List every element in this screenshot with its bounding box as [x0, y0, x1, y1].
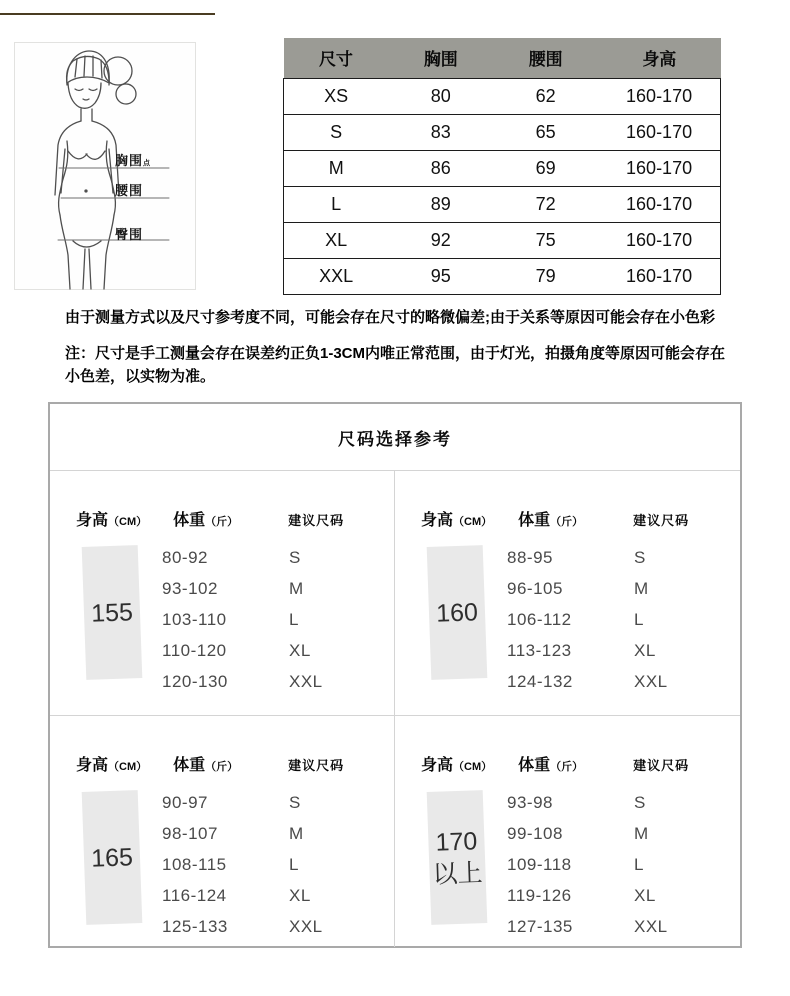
height-header: 身高: [76, 757, 109, 774]
quadrant-170-plus: [395, 716, 740, 947]
cell-bust: 86: [388, 150, 493, 186]
cell-waist: 62: [493, 78, 598, 114]
hip-label: 臀围: [115, 227, 144, 242]
table-row: [284, 78, 721, 114]
cell-bust: 80: [388, 78, 493, 114]
col-header-height: 身高: [598, 38, 720, 78]
disclaimer-line-1: 由于测量方式以及尺寸参考度不同，可能会存在尺寸的略微偏差;由于关系等原因可能会存在小色彩: [65, 309, 715, 326]
cell-waist: 79: [493, 258, 598, 294]
quadrant-160: [395, 471, 740, 716]
height-value-cell: 165: [82, 790, 143, 925]
suggested-sizes: S M L XL XXL: [289, 548, 323, 691]
cell-bust: 95: [388, 258, 493, 294]
cell-size: XS: [284, 78, 389, 114]
cell-size: XL: [284, 222, 389, 258]
col-header-bust: 胸围: [388, 38, 493, 78]
weight-ranges: 88-95 96-105 106-112 113-123 124-132: [507, 548, 573, 691]
height-header: 身高: [421, 512, 454, 529]
cell-bust: 89: [388, 186, 493, 222]
top-accent-line: [0, 13, 215, 15]
size-reference-box: [48, 402, 742, 948]
quadrant-header: 身高 （CM） 体重 （斤） 建议尺码: [421, 752, 740, 775]
quadrant-header: 身高 （CM） 体重 （斤） 建议尺码: [76, 752, 394, 775]
cell-height: 160-170: [598, 186, 720, 222]
quadrant-155: [50, 471, 395, 716]
cell-height: 160-170: [598, 114, 720, 150]
weight-header: 体重: [173, 512, 206, 529]
suggested-size-header: 建议尺码: [288, 513, 345, 528]
cell-height: 160-170: [598, 258, 720, 294]
size-table-header: [284, 38, 721, 78]
suggested-size-header: 建议尺码: [633, 758, 690, 773]
weight-ranges: 90-97 98-107 108-115 116-124 125-133: [162, 793, 228, 936]
table-row: [284, 222, 721, 258]
table-row: [284, 114, 721, 150]
quadrant-header: 身高 （CM） 体重 （斤） 建议尺码: [421, 507, 740, 530]
cell-bust: 92: [388, 222, 493, 258]
col-header-waist: 腰围: [493, 38, 598, 78]
cell-waist: 72: [493, 186, 598, 222]
cell-size: M: [284, 150, 389, 186]
suggested-size-header: 建议尺码: [633, 513, 690, 528]
body-outline-illustration: [15, 43, 197, 291]
height-value-cell: 170 以上: [427, 790, 488, 925]
height-header: 身高: [76, 512, 109, 529]
weight-header: 体重: [173, 757, 206, 774]
height-value-cell: 155: [82, 545, 143, 680]
weight-header: 体重: [518, 512, 551, 529]
reference-grid: [50, 470, 740, 948]
disclaimer-line-2: 注：尺寸是手工测量会存在误差约正负1-3CM内唯正常范围，由于灯光，拍摄角度等原因可能会存在小色差，以实物为准。: [65, 345, 726, 385]
cell-size: L: [284, 186, 389, 222]
weight-ranges: 80-92 93-102 103-110 110-120 120-130: [162, 548, 228, 691]
suggested-sizes: S M L XL XXL: [634, 793, 668, 936]
height-value-cell: 160: [427, 545, 488, 680]
weight-header: 体重: [518, 757, 551, 774]
waist-label: 腰围: [115, 183, 144, 198]
weight-ranges: 93-98 99-108 109-118 119-126 127-135: [507, 793, 573, 936]
height-header: 身高: [421, 757, 454, 774]
table-row: [284, 186, 721, 222]
table-row: [284, 150, 721, 186]
cell-waist: 69: [493, 150, 598, 186]
bust-label: 胸围点: [115, 153, 152, 168]
suggested-sizes: S M L XL XXL: [634, 548, 668, 691]
suggested-size-header: 建议尺码: [288, 758, 345, 773]
disclaimer-text: [65, 306, 739, 388]
quadrant-165: [50, 716, 395, 947]
bust-mark: 点: [143, 160, 152, 167]
col-header-size: 尺寸: [284, 38, 389, 78]
cell-bust: 83: [388, 114, 493, 150]
table-row: [284, 258, 721, 294]
cell-size: S: [284, 114, 389, 150]
cell-height: 160-170: [598, 78, 720, 114]
reference-title: 尺码选择参考: [338, 429, 452, 449]
cell-size: XXL: [284, 258, 389, 294]
cell-height: 160-170: [598, 150, 720, 186]
cell-waist: 65: [493, 114, 598, 150]
quadrant-header: 身高 （CM） 体重 （斤） 建议尺码: [76, 507, 394, 530]
measurement-figure-panel: [14, 42, 196, 290]
cell-height: 160-170: [598, 222, 720, 258]
size-table: [283, 38, 721, 295]
suggested-sizes: S M L XL XXL: [289, 793, 323, 936]
cell-waist: 75: [493, 222, 598, 258]
